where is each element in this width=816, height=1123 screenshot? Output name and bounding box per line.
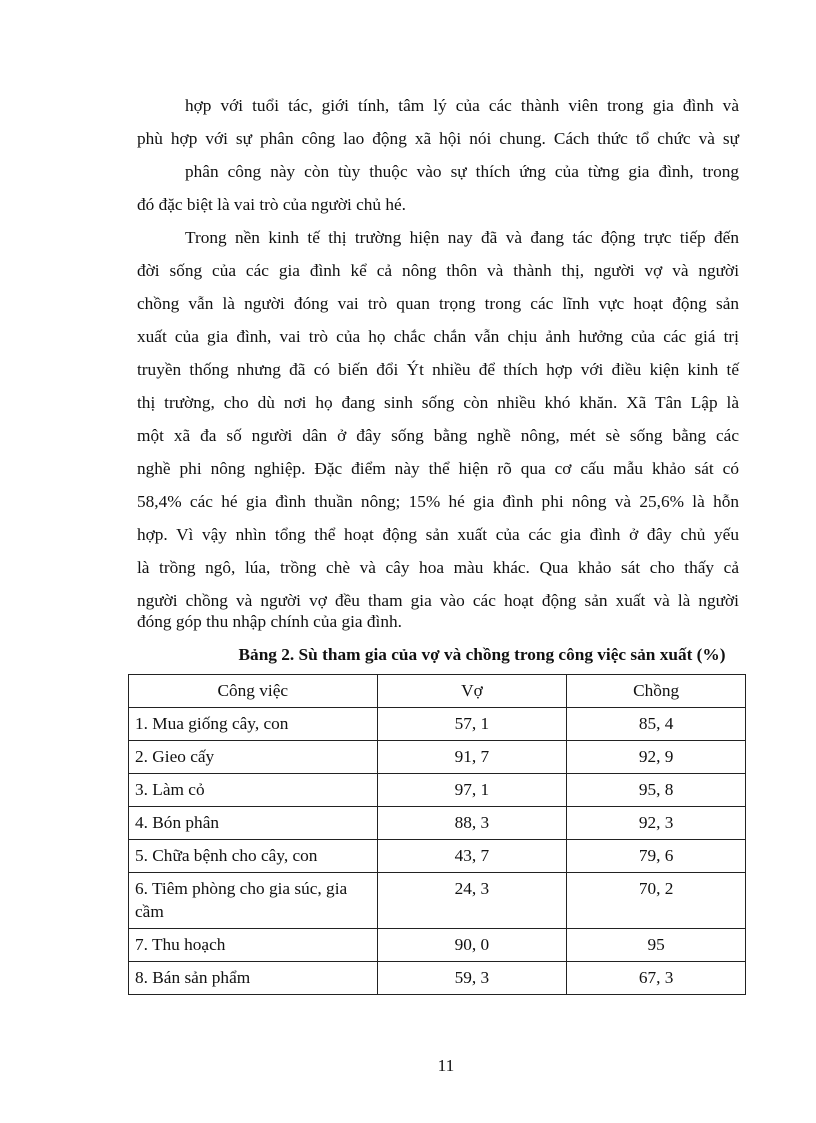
row-task: 7. Thu hoạch [129,929,378,962]
row-chong-value: 70, 2 [567,873,746,929]
table-row [129,708,746,741]
row-task: 6. Tiêm phòng cho gia súc, gia cầm [129,873,378,929]
table-row [129,774,746,807]
table-row [129,929,746,962]
row-vo-value: 57, 1 [377,708,567,741]
row-vo-value: 88, 3 [377,807,567,840]
paragraph-2-line-13: đóng góp thu nhập chính của gia đình. [137,612,402,631]
row-chong-value: 92, 9 [567,741,746,774]
row-vo-value: 90, 0 [377,929,567,962]
row-vo-value: 59, 3 [377,962,567,995]
row-task: 3. Làm cỏ [129,774,378,807]
row-chong-value: 67, 3 [567,962,746,995]
header-chong: Chồng [567,675,746,708]
paragraph-1-line-1: hợp với tuổi tác, giới tính, tâm lý của các thành viên trong gia đình và [185,96,739,115]
table-row [129,807,746,840]
row-task: 1. Mua giống cây, con [129,708,378,741]
page-number: 11 [437,1056,455,1075]
paragraph-2-line-8: nghề phi nông nghiệp. Đặc điểm này thể hiện rõ qua cơ cấu mẫu khảo sát có [137,459,739,478]
row-task: 2. Gieo cấy [129,741,378,774]
paragraph-2-line-4: xuất của gia đình, vai trò của họ chắc chắn vẫn chịu ảnh hưởng của các giá trị [137,327,739,346]
row-vo-value: 24, 3 [377,873,567,929]
row-chong-value: 79, 6 [567,840,746,873]
header-vo: Vợ [377,675,567,708]
paragraph-2-line-2: đời sống của các gia đình kể cả nông thôn và thành thị, người vợ và người [137,261,739,280]
row-vo-value: 43, 7 [377,840,567,873]
table-row [129,741,746,774]
row-task: 5. Chữa bệnh cho cây, con [129,840,378,873]
row-task: 4. Bón phân [129,807,378,840]
paragraph-2-line-12: người chồng và người vợ đều tham gia vào các hoạt động sản xuất và là người [137,591,739,610]
paragraph-2-line-3: chồng vẫn là người đóng vai trò quan trọng trong các lĩnh vực hoạt động sản [137,294,739,313]
row-chong-value: 95 [567,929,746,962]
row-task: 8. Bán sản phẩm [129,962,378,995]
table-caption: Bảng 2. Sù tham gia của vợ và chồng trong công việc sản xuất (%) [238,645,726,664]
paragraph-2-line-1: Trong nền kinh tế thị trường hiện nay đã và đang tác động trực tiếp đến [185,228,739,247]
paragraph-2-line-11: là trồng ngô, lúa, trồng chè và cây hoa màu khác. Qua khảo sát cho thấy cả [137,558,739,577]
paragraph-2-line-6: thị trường, cho dù nơi họ đang sinh sống còn nhiều khó khăn. Xã Tân Lập là [137,393,739,412]
table-row [129,873,746,929]
row-vo-value: 91, 7 [377,741,567,774]
data-table [128,674,746,995]
paragraph-2-line-7: một xã đa số người dân ở đây sống bằng nghề nông, mét sè sống bằng các [137,426,739,445]
row-chong-value: 95, 8 [567,774,746,807]
paragraph-2-line-10: hợp. Vì vậy nhìn tổng thể hoạt động sản xuất của các gia đình ở đây chủ yếu [137,525,739,544]
header-cong-viec: Công việc [129,675,378,708]
table-header-row [129,675,746,708]
paragraph-2-line-9: 58,4% các hé gia đình thuần nông; 15% hé gia đình phi nông và 25,6% là hỗn [137,492,739,511]
paragraph-2-line-5: truyền thống nhưng đã có biến đổi Ýt nhiều để thích hợp với điều kiện kinh tế [137,360,739,379]
paragraph-1-line-4: đó đặc biệt là vai trò của người chủ hé. [137,195,406,214]
row-chong-value: 92, 3 [567,807,746,840]
table-row [129,840,746,873]
row-vo-value: 97, 1 [377,774,567,807]
paragraph-1-line-2: phù hợp với sự phân công lao động xã hội nói chung. Cách thức tổ chức và sự [137,129,739,148]
table-row [129,962,746,995]
row-chong-value: 85, 4 [567,708,746,741]
paragraph-1-line-3: phân công này còn tùy thuộc vào sự thích ứng của từng gia đình, trong [185,162,739,181]
